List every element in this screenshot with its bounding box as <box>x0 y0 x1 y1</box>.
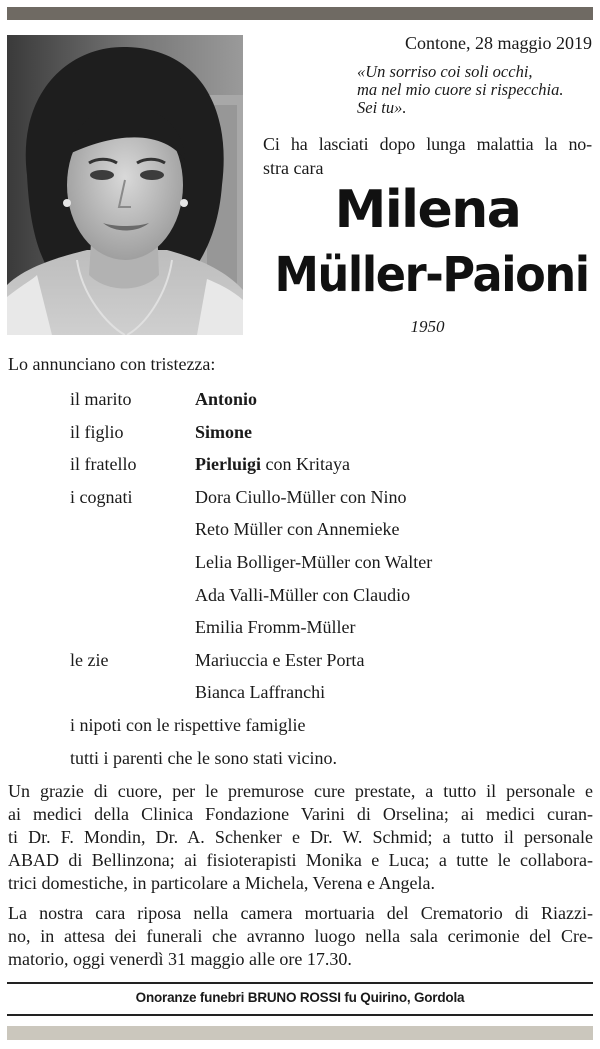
family-member-names <box>195 616 355 638</box>
quote-line: «Un sorriso coi soli occhi, <box>357 62 533 81</box>
announce-text: Lo annunciano con tristezza: <box>8 354 216 374</box>
thanks-line: ai medici della Clinica Fondazione Varini di Orselina; ai medici curan- <box>8 804 593 824</box>
family-member-names <box>195 486 406 508</box>
funeral-home-footer: Onoranze funebri BRUNO ROSSI fu Quirino, Gordola <box>135 990 465 1005</box>
family-line: tutti i parenti che le sono stati vicino. <box>70 748 337 768</box>
family-relation-label: i cognati <box>70 487 133 507</box>
family-member-primary: Pierluigi <box>195 454 261 474</box>
family-relation-label: il fratello <box>70 454 137 474</box>
place-date: Contone, 28 maggio 2019 <box>405 33 592 53</box>
family-member-primary: Simone <box>195 422 253 442</box>
memorial-quote <box>357 63 564 117</box>
bottom-decorative-bar <box>7 1026 593 1040</box>
footer-bottom-rule <box>7 1014 593 1016</box>
family-member-rest: Reto Müller con Annemieke <box>195 519 400 539</box>
funeral-line: La nostra cara riposa nella camera mortuaria del Crematorio di Riazzi- <box>8 903 593 923</box>
thanks-line: Un grazie di cuore, per le premurose cure prestate, a tutto il personale e <box>8 781 593 801</box>
portrait-photo <box>7 35 243 335</box>
family-relation-label: il marito <box>70 389 132 409</box>
quote-line: ma nel mio cuore si rispecchia. <box>357 80 564 99</box>
footer-top-rule <box>7 982 593 984</box>
deceased-last-name: Müller-Paioni <box>274 247 589 303</box>
family-member-rest: con Kritaya <box>261 454 350 474</box>
quote-line: Sei tu». <box>357 98 407 117</box>
family-member-rest: Lelia Bolliger-Müller con Walter <box>195 552 433 572</box>
funeral-paragraph <box>8 902 593 971</box>
top-decorative-bar <box>7 7 593 20</box>
thanks-paragraph <box>8 780 593 895</box>
family-member-names <box>195 421 252 443</box>
funeral-line: matorio, oggi venerdì 31 maggio alle ore 17.30. <box>8 949 352 969</box>
family-member-names <box>195 681 325 703</box>
funeral-line: no, in attesa dei funerali che avranno luogo nella sala cerimonie del Cre- <box>8 926 593 946</box>
family-member-rest: Ada Valli-Müller con Claudio <box>195 585 411 605</box>
birth-year: 1950 <box>410 317 445 336</box>
family-member-names <box>195 388 257 410</box>
family-member-names <box>195 551 432 573</box>
family-line: i nipoti con le rispettive famiglie <box>70 715 306 735</box>
intro-line: stra cara <box>263 158 324 178</box>
thanks-line: trici domestiche, in particolare a Michela, Verena e Angela. <box>8 873 435 893</box>
family-member-rest: Emilia Fromm-Müller <box>195 617 356 637</box>
thanks-line: ABAD di Bellinzona; ai fisioterapisti Monika e Luca; a tutte le collabora- <box>8 850 593 870</box>
family-member-names <box>195 518 399 540</box>
family-relation-label: le zie <box>70 650 109 670</box>
deceased-first-name: Milena <box>334 180 521 240</box>
family-member-rest: Dora Ciullo-Müller con Nino <box>195 487 407 507</box>
family-member-names <box>195 649 364 671</box>
family-member-primary: Antonio <box>195 389 258 409</box>
family-member-names <box>195 453 350 475</box>
thanks-line: ti Dr. F. Mondin, Dr. A. Schenker e Dr. W. Schmid; a tutto il personale <box>8 827 593 847</box>
family-relation-label: il figlio <box>70 422 124 442</box>
intro-line: Ci ha lasciati dopo lunga malattia la no- <box>263 134 592 154</box>
intro-text <box>263 132 592 180</box>
family-member-names <box>195 584 410 606</box>
family-member-rest: Mariuccia e Ester Porta <box>195 650 365 670</box>
family-member-rest: Bianca Laffranchi <box>195 682 326 702</box>
